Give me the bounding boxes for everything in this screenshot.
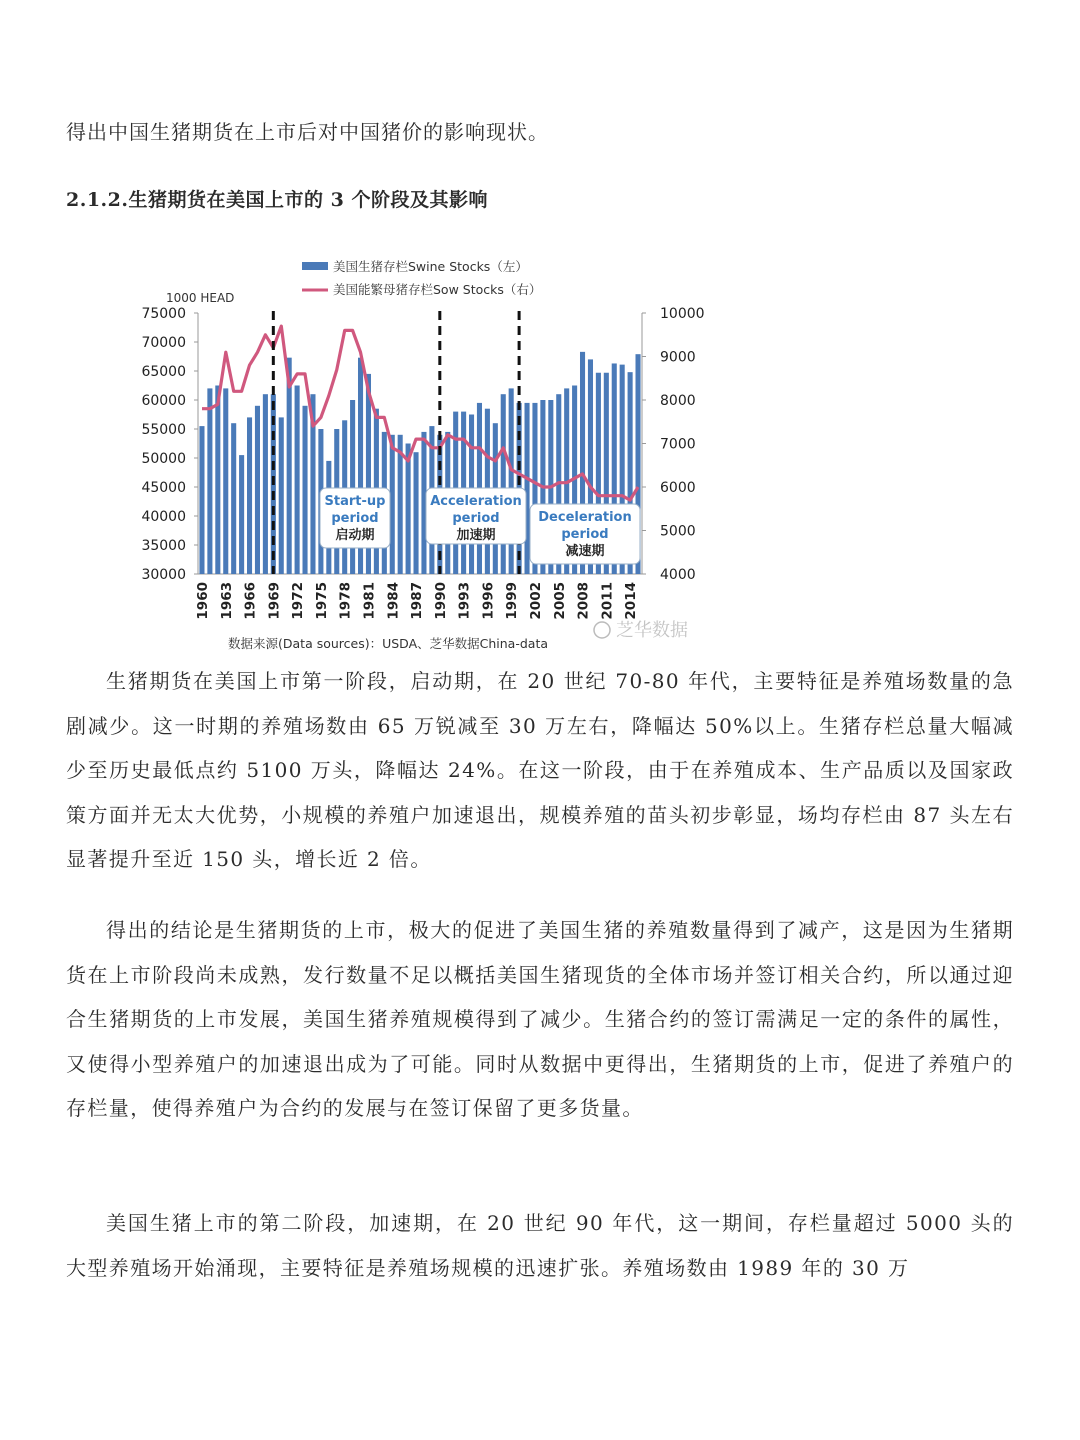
- chart-legend: [302, 259, 541, 297]
- x-tick-label: 1987: [409, 582, 426, 620]
- left-tick-label: 75000: [141, 306, 186, 322]
- left-tick-label: 45000: [141, 480, 186, 496]
- period-label: period: [331, 511, 379, 526]
- swine-stock-bar: [263, 394, 268, 574]
- period-label: period: [561, 527, 609, 542]
- period-label: Start-up: [324, 494, 386, 509]
- swine-stock-bar: [295, 386, 300, 575]
- swine-stock-bar: [302, 406, 307, 574]
- left-tick-label: 35000: [141, 538, 186, 554]
- x-tick-label: 1960: [194, 582, 211, 620]
- period-label: 启动期: [335, 528, 375, 543]
- left-tick-label: 40000: [141, 509, 186, 525]
- swine-stock-bar: [215, 386, 220, 575]
- swine-stock-bar: [413, 452, 418, 574]
- x-tick-label: 1978: [337, 582, 354, 620]
- x-tick-label: 1981: [361, 582, 378, 620]
- left-tick-label: 55000: [141, 422, 186, 438]
- swine-stock-bar: [279, 417, 284, 574]
- x-axis-labels: [195, 582, 639, 620]
- legend-bar-swatch: [302, 262, 328, 270]
- x-tick-label: 2008: [575, 582, 592, 620]
- left-tick-label: 50000: [141, 451, 186, 467]
- paragraph-acceleration: 美国生猪上市的第二阶段，加速期，在 20 世纪 90 年代，这一期间，存栏量超过 5000 头的大型养殖场开始涌现，主要特征是养殖场规模的迅速扩张。养殖场数由 1989 年的 30 万: [66, 1211, 1014, 1280]
- swine-stock-bar: [524, 403, 529, 574]
- left-tick-label: 30000: [141, 567, 186, 583]
- x-tick-label: 1972: [290, 582, 307, 620]
- period-label: period: [452, 511, 500, 526]
- swine-stock-bar: [501, 394, 506, 574]
- x-tick-label: 2011: [599, 582, 616, 620]
- x-tick-label: 2014: [623, 582, 640, 620]
- left-tick-label: 60000: [141, 393, 186, 409]
- swine-stock-bar: [207, 388, 212, 574]
- legend-line-label: 美国能繁母猪存栏Sow Stocks（右）: [333, 282, 542, 297]
- watermark-icon: [594, 622, 610, 638]
- x-tick-label: 1963: [218, 582, 235, 620]
- swine-stock-bar: [231, 423, 236, 574]
- right-tick-label: 8000: [660, 393, 696, 409]
- left-tick-label: 65000: [141, 364, 186, 380]
- swine-stock-bar: [509, 388, 514, 574]
- x-tick-label: 1990: [432, 582, 449, 620]
- period-label: 减速期: [565, 544, 605, 559]
- period-label: Deceleration: [538, 510, 632, 525]
- swine-stock-bar: [406, 444, 411, 575]
- x-tick-label: 2005: [551, 582, 568, 620]
- swine-stock-bar: [247, 417, 252, 574]
- period-label: Acceleration: [430, 494, 522, 509]
- x-tick-label: 1984: [385, 582, 402, 620]
- right-tick-label: 6000: [660, 480, 696, 496]
- right-tick-label: 7000: [660, 436, 696, 453]
- right-tick-label: 4000: [660, 567, 696, 583]
- swine-stock-bar: [287, 358, 292, 574]
- paragraph-startup: 生猪期货在美国上市第一阶段，启动期，在 20 世纪 70-80 年代，主要特征是养殖场数量的急剧减少。这一时期的养殖场数由 65 万锐减至 30 万左右，降幅达 50%以上。生猪存栏总量大幅减少至历史最低点约 5100 万头，降幅达 24%。在这一阶段，由于在养殖成本、生产品质以及国家政策方面并无太大优势，小规模的养殖户加速退出，规模养殖的苗头初步彰显，场均存栏由 87 头左右显著提升至近 150 头，增长近 2 倍。: [66, 669, 1014, 871]
- x-tick-label: 1993: [456, 582, 473, 620]
- x-tick-label: 1975: [313, 582, 330, 620]
- intro-text: 得出中国生猪期货在上市后对中国猪价的影响现状。: [66, 120, 549, 144]
- x-tick-label: 1999: [504, 582, 521, 620]
- right-tick-label: 10000: [660, 306, 705, 322]
- period-label: 加速期: [456, 528, 496, 543]
- left-tick-label: 70000: [141, 335, 186, 351]
- x-tick-label: 1966: [242, 582, 259, 620]
- swine-stock-bar: [255, 406, 260, 574]
- paragraph-conclusion: 得出的结论是生猪期货的上市，极大的促进了美国生猪的养殖数量得到了减产，这是因为生猪期货在上市阶段尚未成熟，发行数量不足以概括美国生猪现货的全体市场并签订相关合约，所以通过迎合生猪期货的上市发展，美国生猪养殖规模得到了减少。生猪合约的签订需满足一定的条件的属性，又使得小型养殖户的加速退出成为了可能。同时从数据中更得出，生猪期货的上市，促进了养殖户的存栏量，使得养殖户为合约的发展与在签订保留了更多货量。: [66, 918, 1014, 1120]
- chart-svg: [130, 250, 750, 660]
- swine-stock-bar: [223, 388, 228, 574]
- section-heading: 2.1.2.生猪期货在美国上市的 3 个阶段及其影响: [66, 189, 488, 211]
- x-tick-label: 2002: [527, 582, 544, 620]
- legend-bar-label: 美国生猪存栏Swine Stocks（左）: [333, 259, 528, 274]
- right-tick-label: 5000: [660, 523, 696, 540]
- watermark-text: 芝华数据: [616, 620, 688, 641]
- swine-stock-bar: [239, 455, 244, 574]
- right-tick-label: 9000: [660, 349, 696, 366]
- swine-stock-bar: [199, 426, 204, 574]
- x-tick-label: 1996: [480, 582, 497, 620]
- data-source-note: 数据来源(Data sources)：USDA、芝华数据China-data: [228, 636, 549, 651]
- x-tick-label: 1969: [266, 582, 283, 620]
- left-axis-unit: 1000 HEAD: [166, 291, 235, 305]
- chart-footer: [228, 620, 688, 651]
- swine-stocks-chart: [130, 250, 750, 660]
